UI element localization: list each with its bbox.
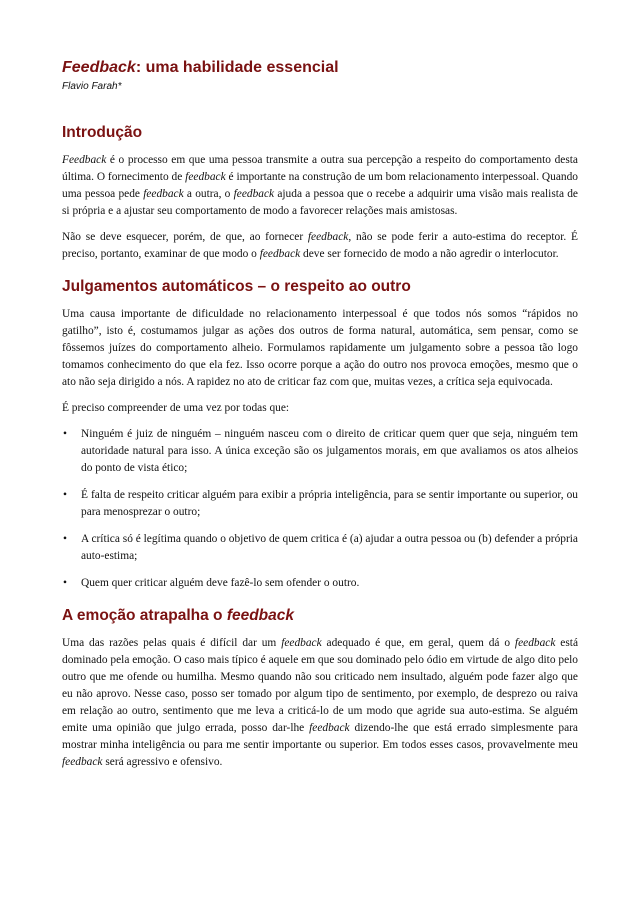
list-item [62, 575, 578, 592]
text-run: é importante na construção de um bom relacionamento interpessoal. Quando uma pessoa pede [62, 171, 578, 200]
intro-paragraph-1 [62, 152, 578, 220]
emocao-paragraph [62, 635, 578, 771]
intro-paragraph-2 [62, 229, 578, 263]
text-run: está dominado pela emoção. O caso mais típico é aquele em que sou dominado pelo ódio em virtude de algo dito pelo outro que me ofende ou humilha. Mesmo quando não sou criticado nem insultado, alguém pode fazer algo que eu não aprovo. Nesse caso, posso ser tomado por algum tipo de sentimento, por exemplo, de desprezo ou raiva em relação ao outro, sentimento que me leva a criticá-lo de um modo que agride sua auto-estima. Se alguém emite uma opinião que julgo errada, posso dar-lhe [62, 637, 578, 734]
italic-term: feedback [281, 637, 322, 649]
bullet-icon: • [63, 577, 67, 589]
bullet-icon: • [63, 533, 67, 545]
italic-term: feedback [514, 637, 556, 649]
text-run: adequado é que, em geral, quem dá o [321, 637, 515, 649]
heading-text: A emoção atrapalha o [62, 607, 227, 624]
list-item-text: Ninguém é juiz de ninguém – ninguém nasceu com o direito de criticar quem quer que seja, ninguém tem autoridade natural para isso. A única exceção são os julgamentos morais, em que avaliamos os atos alheios do ponto de vista ético; [81, 428, 578, 474]
heading-italic-term: feedback [226, 607, 295, 624]
italic-term: feedback [143, 188, 184, 200]
title-emphasis: Feedback [62, 59, 136, 76]
document-title [62, 58, 578, 78]
text-run: deve ser fornecido de modo a não agredir o interlocutor. [300, 248, 559, 260]
italic-term: feedback [62, 756, 103, 768]
italic-term: feedback [233, 188, 275, 200]
text-run: a outra, o [183, 188, 234, 200]
julgamentos-paragraph-2: É preciso compreender de uma vez por todas que: [62, 402, 290, 414]
section-heading-emocao [62, 606, 578, 626]
list-item [62, 487, 578, 521]
italic-term: Feedback [62, 154, 107, 166]
list-item-text: É falta de respeito criticar alguém para exibir a própria inteligência, para se sentir importante ou superior, ou para menosprezar o outro; [81, 489, 578, 518]
text-run: , não se pode ferir a auto-estima do receptor. É preciso, portanto, examinar de que modo o [62, 231, 578, 260]
list-item-text: A crítica só é legítima quando o objetivo de quem critica é (a) ajudar a outra pessoa ou (b) defender a própria auto-estima; [81, 533, 578, 562]
text-run: Não se deve esquecer, porém, de que, ao fornecer [62, 231, 308, 243]
author-line: Flavio Farah* [62, 81, 122, 92]
text-run: ajuda a pessoa que o recebe a adquirir uma visão mais realista de si própria e a ajustar seu comportamento de modo a favorecer relações mais amistosas. [62, 188, 578, 217]
section-heading-introducao: Introdução [62, 124, 143, 141]
text-run: Uma das razões pelas quais é difícil dar um [62, 637, 282, 649]
list-item [62, 531, 578, 565]
italic-term: feedback [309, 722, 350, 734]
italic-term: feedback [185, 171, 226, 183]
list-item [62, 426, 578, 477]
bullet-icon: • [63, 489, 67, 501]
julgamentos-paragraph-1: Uma causa importante de dificuldade no relacionamento interpessoal é que todos nós somos “rápidos no gatilho”, isto é, costumamos julgar as ações dos outros de forma natural, automática, sem pensar, como se fôssemos juízes do comportamento alheio. Formulamos rapidamente um julgamento sobre a pessoa tão logo tomamos conhecimento do que ela fez. Isso ocorre porque a ação do outro nos provoca emoções, mesmo que o ato não seja dirigido a nós. A rapidez no ato de criticar faz com que, muitas vezes, a crítica seja equivocada. [62, 308, 578, 388]
section-heading-julgamentos: Julgamentos automáticos – o respeito ao outro [62, 278, 411, 295]
list-item-text: Quem quer criticar alguém deve fazê-lo sem ofender o outro. [81, 577, 360, 589]
title-rest: : uma habilidade essencial [135, 59, 339, 76]
document-page [62, 58, 578, 771]
text-run: é o processo em que uma pessoa transmite a outra sua percepção a respeito do comportamento desta última. O fornecimento de [62, 154, 578, 183]
text-run: será agressivo e ofensivo. [102, 756, 223, 768]
principles-list [62, 426, 578, 592]
bullet-icon: • [63, 428, 67, 440]
italic-term: feedback [259, 248, 301, 260]
text-run: dizendo-lhe que está errado simplesmente para mostrar minha inteligência ou para me sentir importante ou superior. Em todos esses casos, provavelmente meu [62, 722, 578, 751]
italic-term: feedback [307, 231, 349, 243]
